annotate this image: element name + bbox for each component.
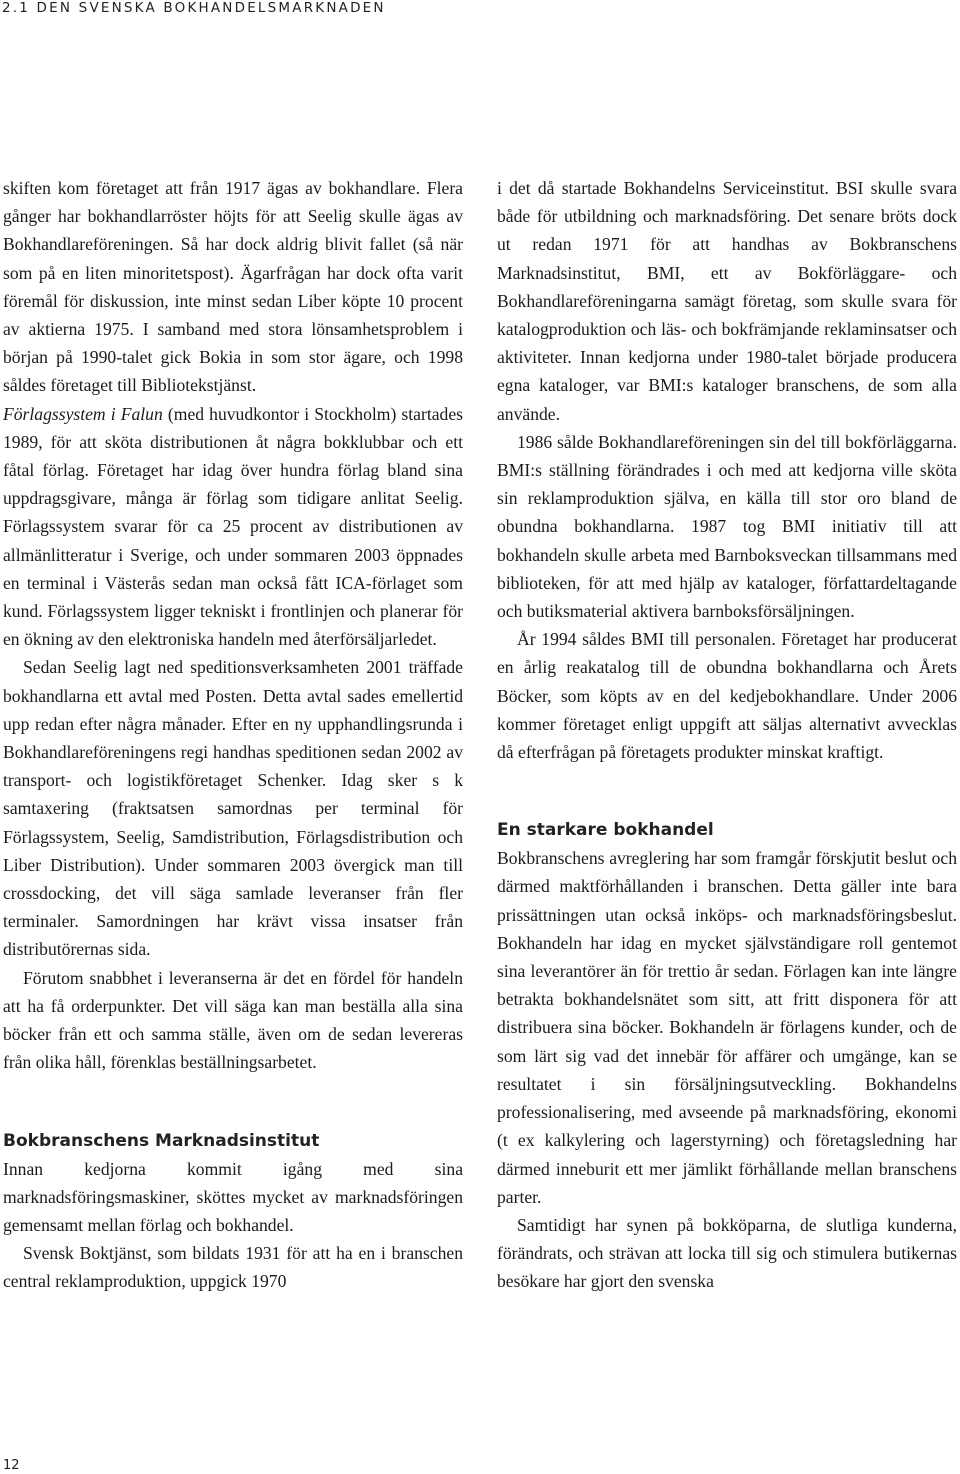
paragraph: Samtidigt har synen på bokköparna, de slutliga kunderna, förändrats, och strävan att locka till sig och stimulera butikernas besökare har gjort den svenska bbox=[497, 1214, 957, 1292]
paragraph: Innan kedjorna kommit igång med sina marknadsföringsmaskiner, sköttes mycket av marknadsföringen gemensamt mellan förlag och bokhandel. bbox=[3, 1158, 463, 1235]
paragraph: År 1994 såldes BMI till personalen. Företaget har producerat en årlig reakatalog till de obundna bokhandlarna och Årets Böcker, som köpts av en del kedjebokhandlare. Under 2006 kommer företaget enligt uppgift att säljas alternativt avvecklas då efterfrågan på företagets produkter minskat kraftigt. bbox=[497, 629, 957, 763]
paragraph-text: (med huvudkontor i Stockholm) startades 1989, för att sköta distributionen åt några bokklubbar och ett fåtal förlag. Företaget har idag över hundra förlag bland sina uppdragsgivare, många är förlag som tidigare anlitat Seelig. Förlagssystem svarar för ca 25 procent av distributionen av allmänlitteratur i Sverige, och under sommaren 2003 öppnades en terminal i Västerås sedan man också fått ICA-förlaget som kund. Förlagssystem ligger tekniskt i frontlinjen och planerar för en ökning av den elektroniska handeln med återförsäljarledet. bbox=[3, 403, 463, 650]
running-head: 2.1 DEN SVENSKA BOKHANDELSMARKNADEN bbox=[2, 0, 386, 16]
section-heading: En starkare bokhandel bbox=[497, 820, 714, 841]
paragraph: Sedan Seelig lagt ned speditionsverksamheten 2001 träffade bokhandlarna ett avtal med Posten. Detta avtal sades emellertid upp redan efter några månader. Efter en ny upphandlingsrunda i Bokhandlareföreningens regi handhas speditionen sedan 2002 av transport- och logistikföretaget Schenker. Idag sker s k samtaxering (fraktsatsen samordnas per terminal för Förlagssystem, Seelig, Samdistribution, Förlagsdistribution och Liber Distribution). Under sommaren 2003 övergick man till crossdocking, det vill säga samlade leveranser från fler terminaler. Samordningen har krävt vissa insatser från distributörernas sida. bbox=[3, 657, 463, 960]
paragraph: i det då startade Bokhandelns Serviceinstitut. BSI skulle svara både för utbildning och marknadsföring. Det senare bröts dock ut redan 1971 för att handhas av Bokbranschens Marknadsinstitut, BMI, ett av Bokförläggare- och Bokhandlareföreningarna samägt företag, som skulle svara för katalogproduktion och läs- och bokfrämjande reklaminsatser och aktiviteter. Innan kedjorna under 1980-talet började producera egna kataloger, var BMI:s kataloger branschens, de som alla använde. bbox=[497, 178, 957, 424]
left-column bbox=[3, 174, 463, 1296]
section-heading: Bokbranschens Marknadsinstitut bbox=[3, 1130, 320, 1151]
right-column bbox=[497, 174, 957, 1296]
company-name-italic: Förlagssystem i Falun bbox=[3, 403, 163, 424]
paragraph: 1986 sålde Bokhandlareföreningen sin del till bokförläggarna. BMI:s ställning förändrades i och med att kedjorna ville sköta sin reklamproduktion själva, en källa till stor oro bland de obundna bokhandlarna. 1987 tog BMI initiativ till att bokhandeln skulle arbeta med Barnboksveckan tillsammans med biblioteken, för att med hjälp av kataloger, författardeltagande och butiksmaterial aktivera barnboksförsäljningen. bbox=[497, 431, 957, 622]
paragraph: Förutom snabbhet i leveranserna är det en fördel för handeln att ha få orderpunkter. Det vill säga kan man beställa alla sina böcker från ett och samma ställe, även om de sedan levereras från olika håll, förenklas beställningsarbetet. bbox=[3, 967, 463, 1073]
paragraph bbox=[3, 174, 463, 653]
page-number: 12 bbox=[3, 1458, 20, 1473]
paragraph-text: skiften kom företaget att från 1917 ägas av bokhandlare. Flera gånger har bokhandlarröster höjts för att Seelig skulle ägas av Bokhandlareföreningen. Så har dock aldrig blivit fallet (så när som på en liten minoritetspost). Ägarfrågan har dock ofta varit föremål för diskussion, inte minst sedan Liber köpte 10 procent av aktierna 1975. I samband med stora lönsamhetsproblem i början på 1990-talet gick Bokia in som stor ägare, och 1998 såldes företaget till Bibliotekstjänst. bbox=[3, 178, 463, 396]
paragraph: Bokbranschens avreglering har som framgår förskjutit beslut och därmed maktförhållanden i branschen. Detta gäller inte bara prissättningen utan också inköps- och marknadsföringsbeslut. Bokhandeln har idag en mycket självständigare roll gentemot sina leverantörer än för trettio år sedan. Förlagen kan inte längre betrakta bokhandelsnätet som sitt, att fritt disponera för att distribuera sina böcker. Bokhandeln är förlagens kunder, och de som lärt sig vad det innebär för affärer och umgänge, kan se resultatet i sin försäljningsutveckling. Bokhandelns professionalisering, med avseende på marknadsföring, ekonomi (t ex kalkylering och lagerstyrning) och företagsledning har därmed inneburit ett mer jämlikt förhållande mellan branschens parter. bbox=[497, 848, 957, 1207]
paragraph: Svensk Boktjänst, som bildats 1931 för att ha en i branschen central reklamproduktion, uppgick 1970 bbox=[3, 1243, 463, 1292]
